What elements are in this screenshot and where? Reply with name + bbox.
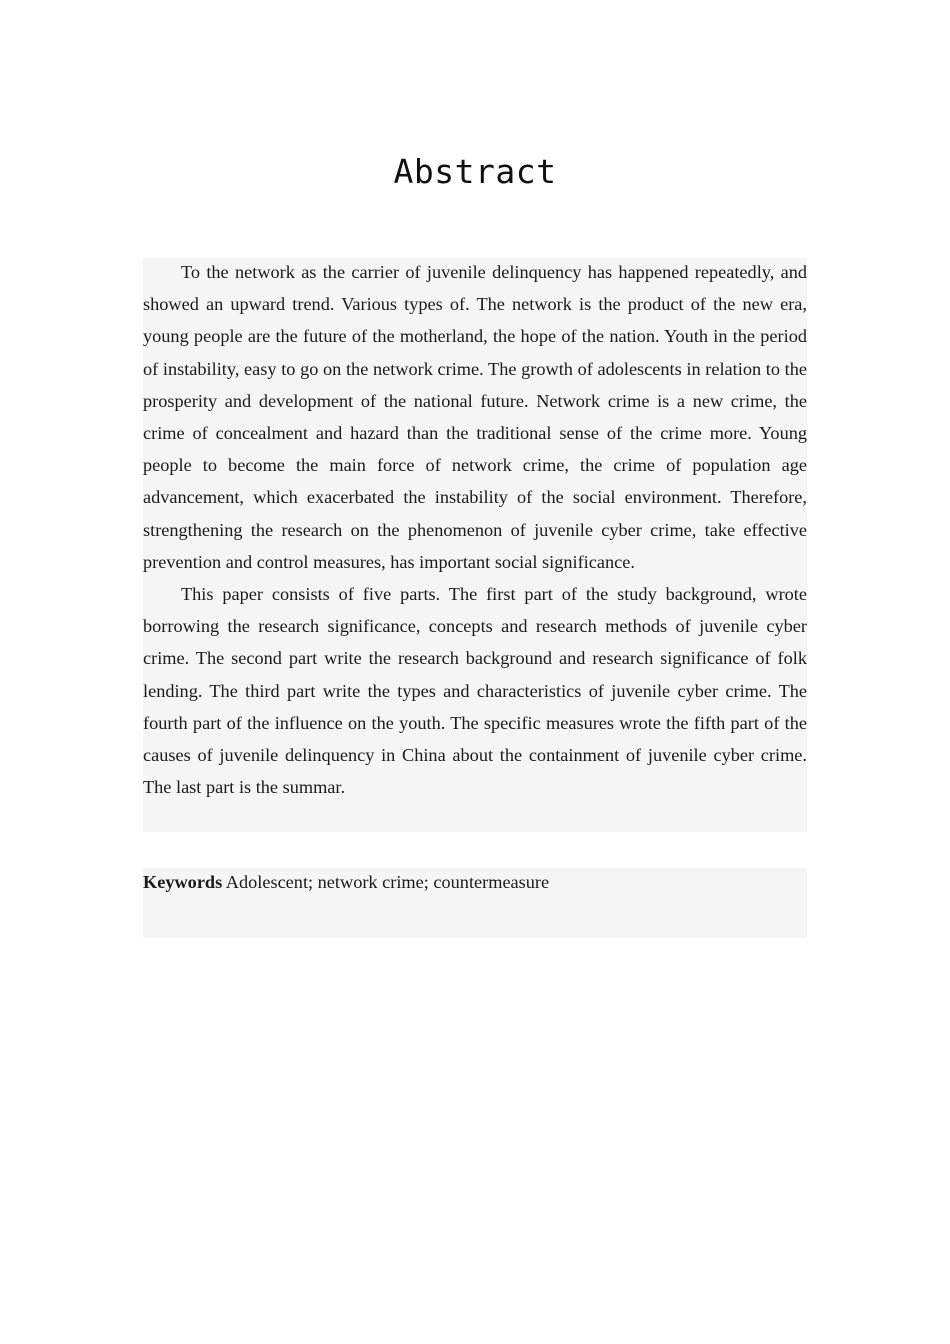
abstract-paragraph-1: To the network as the carrier of juvenile delinquency has happened repeatedly, and showed an upward trend. Various types of. The network is the product of the new era, young people are the future of the motherland, the hope of the nation. Youth in the period of instability, easy to go on the network crime. The growth of adolescents in relation to the prosperity and development of the national future. Network crime is a new crime, the crime of concealment and hazard than the traditional sense of the crime more. Young people to become the main force of network crime, the crime of population age advancement, which exacerbated the instability of the social environment. Therefore, strengthening the research on the phenomenon of juvenile cyber crime, take effective prevention and control measures, has important social significance. (143, 262, 807, 572)
keywords-label: Keywords (143, 872, 223, 892)
page-title: Abstract (393, 152, 557, 191)
abstract-paragraph-2: This paper consists of five parts. The first part of the study background, wrote borrowing the research significance, concepts and research methods of juvenile cyber crime. The second part write the research background and research significance of folk lending. The third part write the types and characteristics of juvenile cyber crime. The fourth part of the influence on the youth. The specific measures wrote the fifth part of the causes of juvenile delinquency in China about the containment of juvenile cyber crime. The last part is the summar. (143, 584, 807, 798)
keywords-value: Adolescent; network crime; countermeasure (225, 872, 550, 892)
abstract-body (143, 258, 807, 832)
keywords-section (143, 868, 807, 938)
keywords-line (143, 868, 807, 896)
